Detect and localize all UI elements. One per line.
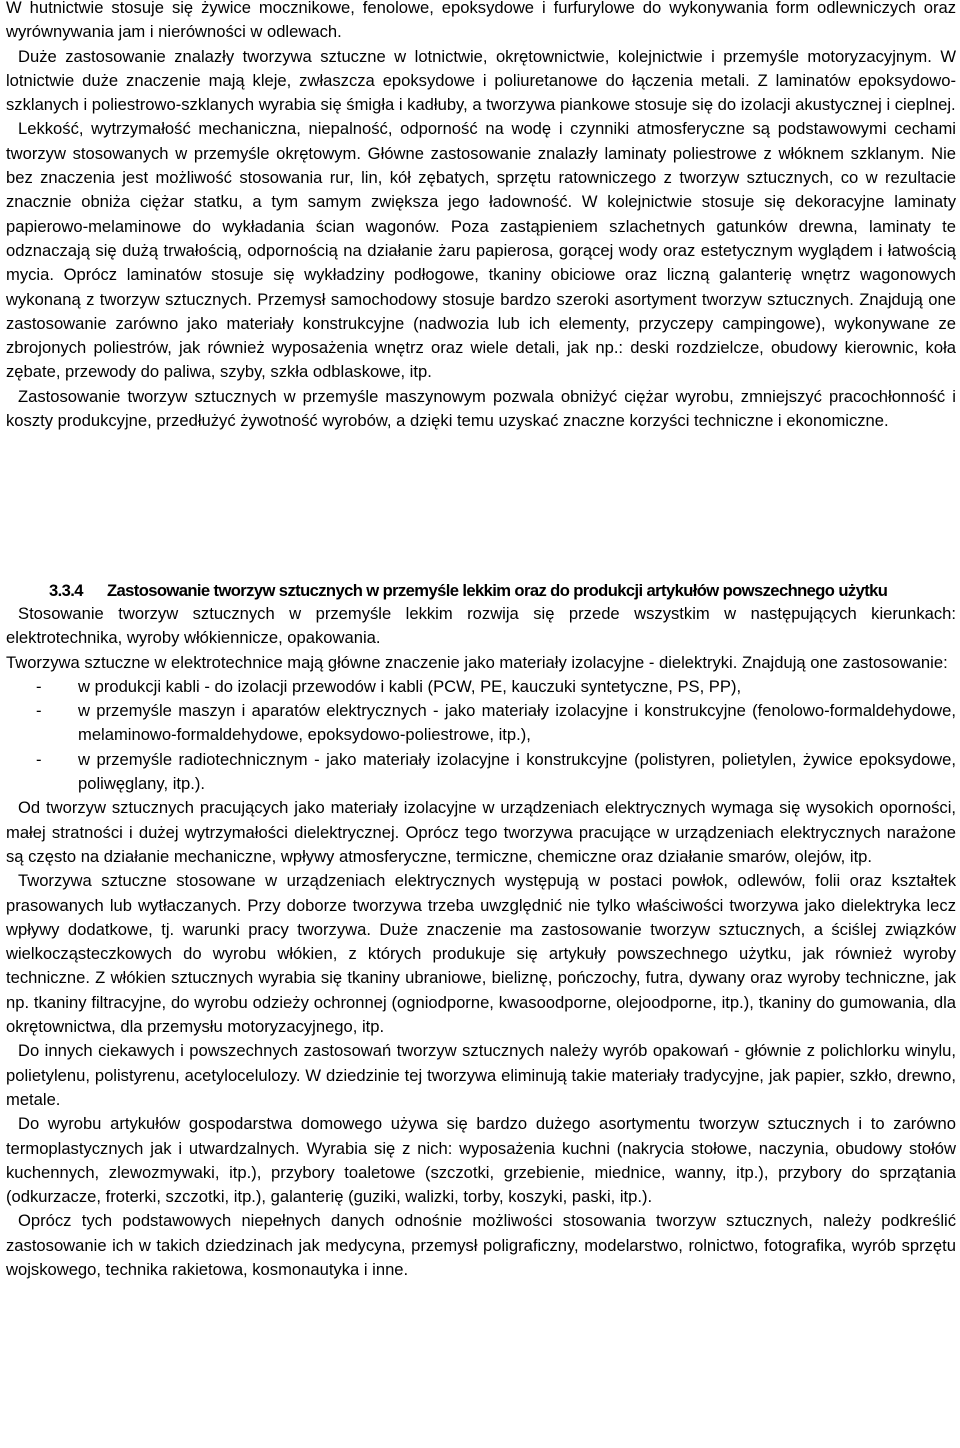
paragraph-other-fields: Oprócz tych podstawowych niepełnych danych odnośnie możliwości stosowania tworzyw sztucznych, należy podkreślić zastosowanie ich w takich dziedzinach jak medycyna, przemysł poligraficzny, modelarstwo, rolnictwo, fotografika, wyrób sprzętu wojskowego, technika rakietowa, kosmonautyka i inne. [6,1211,956,1280]
section-title: Zastosowanie tworzyw sztucznych w przemyśle lekkim oraz do produkcji artykułów powszechnego użytku [107,581,888,600]
paragraph-light-industry: Stosowanie tworzyw sztucznych w przemyśle lekkim rozwija się przede wszystkim w następujących kierunkach: elektrotechnika, wyroby włókiennicze, opakowania. [6,604,956,648]
list-item-text: w przemyśle maszyn i aparatów elektrycznych - jako materiały izolacyjne i konstrukcyjne (fenolowo-formaldehydowe, melaminowo-formaldehydowe, epoksydowo-poliestrowe, itp.), [78,701,956,745]
document-top-section [6,0,956,433]
paragraph-machinery: Zastosowanie tworzyw sztucznych w przemyśle maszynowym pozwala obniżyć ciężar wyrobu, zmniejszyć pracochłonność i koszty produkcyjne, przedłużyć żywotność wyrobów, a dzięki temu uzyskać znaczne korzyści techniczne i ekonomiczne. [6,386,956,431]
paragraph-electrotechnics: Tworzywa sztuczne w elektrotechnice mają główne znaczenie jako materiały izolacyjne - dielektryki. Znajdują one zastosowanie: [6,652,948,672]
section-heading [6,579,956,602]
paragraph-shipbuilding: Lekkość, wytrzymałość mechaniczna, niepalność, odporność na wodę i czynniki atmosferyczne są podstawowymi cechami tworzyw stosowanych w przemyśle okrętowym. Główne zastosowanie znalazły laminaty poliestrowe z włóknem szklanym. Nie bez znaczenia jest możliwość stosowania rur, lin, kół zębatych, sprzętu ratowniczego z tworzyw sztucznych, co w rezultacie znacznie obniża ciężar statku, a tym samym zwiększa jego ładowność. W kolejnictwie stosuje się dekoracyjne laminaty papierowo-melaminowe do wykładania ścian wagonów. Poza zastąpieniem szlachetnych gatunków drewna, laminaty te odznaczają się dużą trwałością, odpornością na działanie żaru papierosa, gorącej wody oraz estetycznym wyglądem i łatwością mycia. Oprócz laminatów stosuje się wykładziny podłogowe, tkaniny obiciowe oraz liczną galanterię wnętrz wagonowych wykonaną z tworzyw sztucznych. Przemysł samochodowy stosuje bardzo szeroki asortyment tworzyw sztucznych. Znajdują one zastosowanie zarówno jako materiały konstrukcyjne (nadwozia lub ich elementy, przyczepy campingowe), wykonywane ze zbrojonych poliestrów, jak również wyposażenia wnętrz oraz wiele detali, jak np.: deski rozdzielcze, obudowy kierownic, koła zębate, przewody do paliwa, szyby, szkła odblaskowe, itp. [6,119,956,382]
list-item [6,748,956,797]
section-number: 3.3.4 [49,581,83,600]
list-dash: - [36,701,42,721]
paragraph-insulation-requirements: Od tworzyw sztucznych pracujących jako materiały izolacyjne w urządzeniach elektrycznych wymaga się wysokich oporności, małej stratności i dużej wytrzymałości dielektrycznej. Oprócz tego tworzywa pracujące w urządzeniach elektrycznych narażone są często na działanie mechaniczne, wpływy atmosferyczne, termiczne, chemiczne oraz działanie smarów, olejów, itp. [6,798,956,866]
list-item [6,699,956,748]
paragraph-household: Do wyrobu artykułów gospodarstwa domowego używa się bardzo dużego asortymentu tworzyw sztucznych i to zarówno termoplastycznych jak i utwardzalnych. Wyrabia się z nich: wyposażenia kuchni (nakrycia stołowe, naczynia, obudowy stołów kuchennych, zlewozmywaki, itp.), przybory toaletowe (szczotki, grzebienie, miednice, wanny, itp.), przybory do sprzątania (odkurzacze, froterki, szczotki, itp.), galanterię (guziki, walizki, torby, koszyki, paski, itp.). [6,1114,956,1207]
list-dash: - [36,676,42,696]
applications-list [6,675,956,796]
list-item-text: w produkcji kabli - do izolacji przewodów i kabli (PCW, PE, kauczuki syntetyczne, PS, PP), [78,676,742,696]
document-section-334 [6,579,956,1282]
paragraph-aviation: Duże zastosowanie znalazły tworzywa sztuczne w lotnictwie, okrętownictwie, kolejnictwie i przemyśle motoryzacyjnym. W lotnictwie duże znaczenie mają kleje, zwłaszcza epoksydowe i poliuretanowe do łączenia metali. Z laminatów epoksydowo-szklanych i poliestrowo-szklanych wyrabia się śmigła i kadłuby, a tworzywa piankowe stosuje się do izolacji akustycznej i cieplnej. [6,46,956,115]
list-dash: - [36,749,42,769]
paragraph-packaging: Do innych ciekawych i powszechnych zastosowań tworzyw sztucznych należy wyrób opakowań - głównie z polichlorku winylu, polietylenu, polistyrenu, acetylocelulozy. W dziedzinie tej tworzywa eliminują takie materiały tradycyjne, jak papier, szkło, drewno, metale. [6,1041,956,1109]
paragraph-metallurgy: W hutnictwie stosuje się żywice mocznikowe, fenolowe, epoksydowe i furfurylowe do wykonywania form odlewniczych oraz wyrównywania jam i nierówności w odlewach. [6,0,956,42]
paragraph-textiles: Tworzywa sztuczne stosowane w urządzeniach elektrycznych występują w postaci powłok, odlewów, folii oraz kształtek prasowanych lub wytłaczanych. Przy doborze tworzywa trzeba uwzględnić nie tylko właściwości tworzywa jako dielektryka lecz wpływy dodatkowe, tj. warunki pracy tworzywa. Duże znaczenie ma zastosowanie tworzyw sztucznych, a ściślej związków wielkocząsteczkowych do wyrobu włókien, z których produkuje się artykuły powszechnego użytku, jak również wyroby techniczne. Z włókien sztucznych wyrabia się tkaniny ubraniowe, bieliznę, pończochy, futra, dywany oraz wyroby techniczne, jak np. tkaniny filtracyjne, do wyrobu odzieży ochronnej (ogniodporne, kwasoodporne, olejoodporne, itp.), tkaniny do gumowania, dla okrętownictwa, dla przemysłu motoryzacyjnego, itp. [6,871,956,1037]
list-item-text: w przemyśle radiotechnicznym - jako materiały izolacyjne i konstrukcyjne (polistyren, polietylen, żywice epoksydowe, poliwęglany, itp.). [78,749,956,794]
list-item [6,675,956,699]
